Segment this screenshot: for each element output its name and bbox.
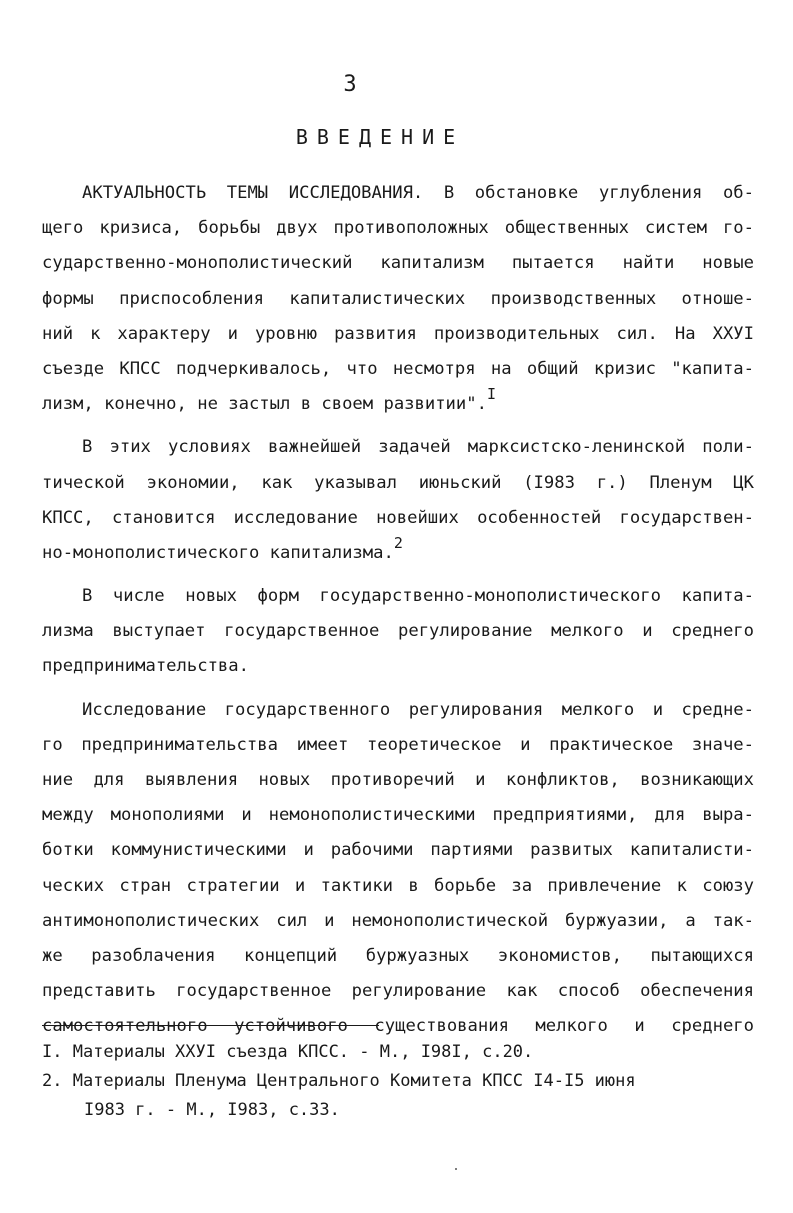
text-line-content: но-монополистического капитализма. [42, 542, 394, 563]
text-line: самостоятельного устойчивого существования мелкого и среднего [42, 1016, 754, 1037]
text-line: Исследование государственного регулирования мелкого и средне- [82, 699, 754, 720]
text-line: В числе новых форм государственно-монополистического капита- [82, 586, 754, 607]
text-line: ние для выявления новых противоречий и конфликтов, возникающих [42, 770, 754, 790]
text-line: ческих стран стратегии и тактики в борьбе за привлечение к союзу [42, 875, 754, 896]
footnote: I. Материалы ХХУI съезда КПСС. - М., I98I, с.20. [42, 1042, 534, 1062]
text-line: ний к характеру и уровню развития производительных сил. На ХХУI [42, 323, 754, 344]
text-line: го предпринимательства имеет теоретическое и практическое значе- [42, 734, 754, 755]
text-line: тической экономии, как указывал июньский (I983 г.) Пленум ЦК [42, 472, 754, 493]
scan-speck [455, 1168, 457, 1170]
text-line: лизма выступает государственное регулирование мелкого и среднего [42, 621, 754, 642]
footnote: 2. Материалы Пленума Центрального Комитета КПСС I4-I5 июня [42, 1071, 636, 1091]
text-line: АКТУАЛЬНОСТЬ ТЕМЫ ИССЛЕДОВАНИЯ. В обстановке углубления об- [82, 183, 754, 203]
page-number: 3 [343, 72, 357, 97]
text-line: В этих условиях важнейшей задачей марксистско-ленинской поли- [82, 437, 754, 458]
text-line-content: лизм, конечно, не застыл в своем развитии". [42, 394, 487, 415]
footnote-divider [42, 1025, 379, 1026]
paragraph [42, 430, 754, 571]
text-line: между монополиями и немонополистическими предприятиями, для выра- [42, 805, 754, 826]
text-line [42, 387, 754, 422]
section-title: ВВЕДЕНИЕ [295, 125, 465, 149]
footnote-ref: 2 [393, 534, 403, 553]
footnote-continuation: I983 г. - М., I983, с.33. [84, 1100, 340, 1120]
text-line [42, 536, 754, 571]
paragraph [42, 579, 754, 685]
text-line: ботки коммунистическими и рабочими партиями развитых капиталисти- [42, 840, 754, 861]
text-line: представить государственное регулирование как способ обеспечения [42, 981, 754, 1002]
paragraph [42, 693, 754, 1045]
body-text [42, 176, 754, 1045]
text-line: сударственно-монополистический капитализм пытается найти новые [42, 253, 754, 274]
text-line: же разоблачения концепций буржуазных экономистов, пытающихся [42, 945, 754, 966]
footnote-ref: I [486, 385, 496, 404]
text-line: антимонополистических сил и немонополистической буржуазии, а так- [42, 910, 754, 931]
paragraph [42, 176, 754, 422]
text-line: КПСС, становится исследование новейших особенностей государствен- [42, 507, 754, 528]
text-line: щего кризиса, борьбы двух противоположных общественных систем го- [42, 218, 754, 239]
text-line: предпринимательства. [42, 656, 249, 677]
text-line: съезде КПСС подчеркивалось, что несмотря на общий кризис "капита- [42, 358, 754, 379]
footnotes [42, 1038, 754, 1125]
text-line: формы приспособления капиталистических производственных отноше- [42, 288, 754, 309]
